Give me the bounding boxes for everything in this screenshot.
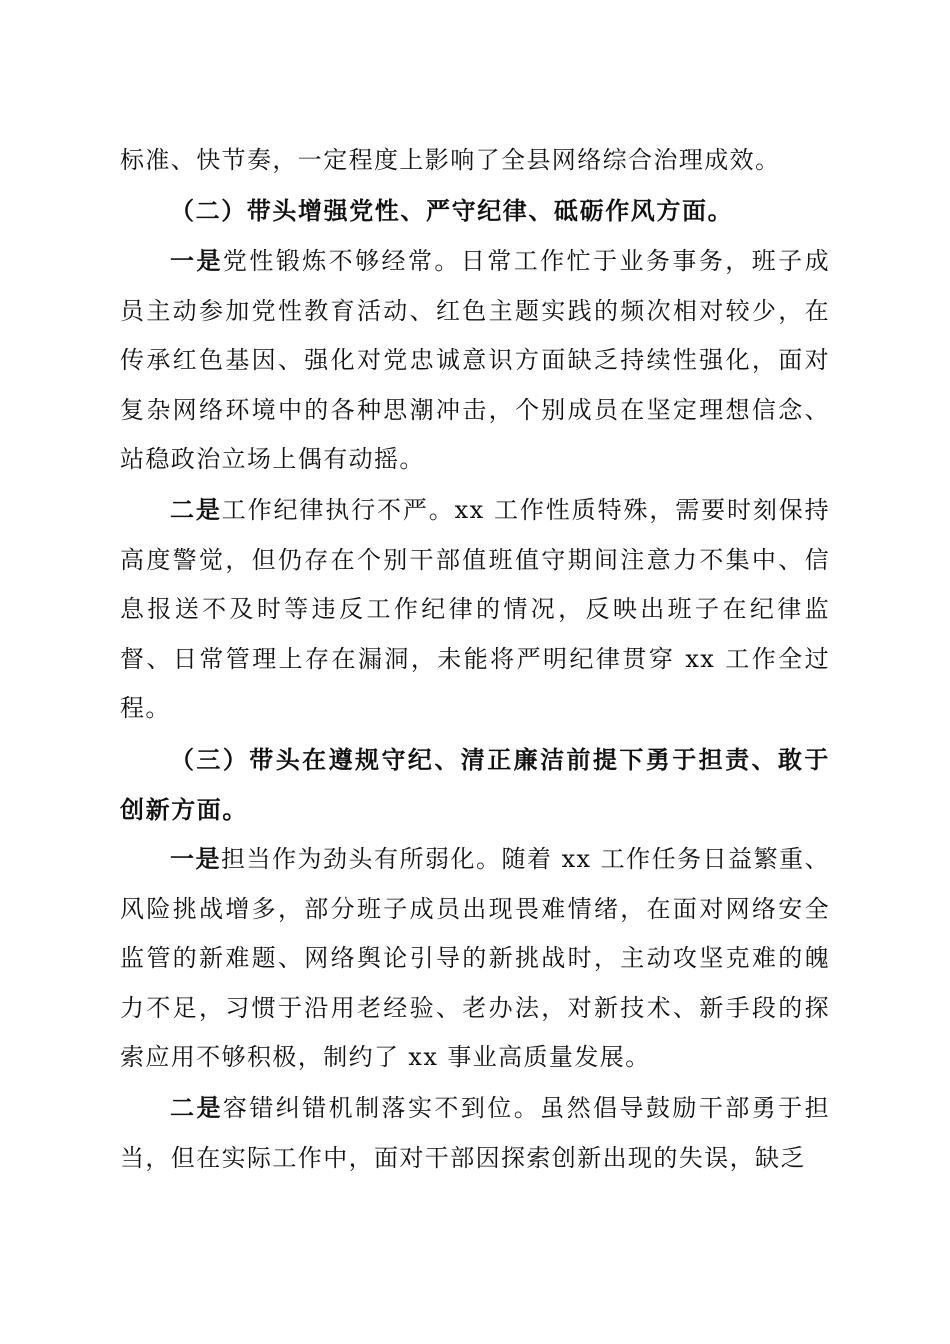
heading-text: （二）带头增强党性、严守纪律、砥砺作风方面。 xyxy=(170,197,734,225)
paragraph-lead: 一是 xyxy=(170,845,221,873)
paragraph-continuation xyxy=(120,136,830,186)
section-heading-3 xyxy=(120,736,830,835)
section-heading-2 xyxy=(120,187,830,237)
paragraph-text: 党性锻炼不够经常。日常工作忙于业务事务，班子成员主动参加党性教育活动、红色主题实践的频次相对较少，在传承红色基因、强化对党忠诚意识方面缺乏持续性强化，面对复杂网络环境中的各种思潮冲击，个别成员在坚定理想信念、站稳政治立场上偶有动摇。 xyxy=(120,247,830,473)
paragraph-text: 标准、快节奏，一定程度上影响了全县网络综合治理成效。 xyxy=(120,146,781,174)
paragraph-lead: 一是 xyxy=(170,247,223,275)
paragraph-responsibility xyxy=(120,835,830,1083)
heading-text: （三）带头在遵规守纪、清正廉洁前提下勇于担责、敢于创新方面。 xyxy=(120,746,830,824)
paragraph-lead: 二是 xyxy=(170,496,222,524)
paragraph-lead: 二是 xyxy=(170,1094,223,1122)
paragraph-text: 容错纠错机制落实不到位。虽然倡导鼓励干部勇于担当，但在实际工作中，面对干部因探索创新出现的失误，缺乏 xyxy=(120,1094,830,1172)
paragraph-text: 担当作为劲头有所弱化。随着 xx 工作任务日益繁重、风险挑战增多，部分班子成员出现畏难情绪，在面对网络安全监管的新难题、网络舆论引导的新挑战时，主动攻坚克难的魄力不足，习惯于沿用老经验、老办法，对新技术、新手段的探索应用不够积极，制约了 xx 事业高质量发展。 xyxy=(120,845,830,1071)
paragraph-work-discipline xyxy=(120,486,830,734)
paragraph-error-tolerance xyxy=(120,1084,830,1183)
paragraph-party-spirit xyxy=(120,237,830,485)
paragraph-text: 工作纪律执行不严。xx 工作性质特殊，需要时刻保持高度警觉，但仍存在个别干部值班值守期间注意力不集中、信息报送不及时等违反工作纪律的情况，反映出班子在纪律监督、日常管理上存在漏洞，未能将严明纪律贯穿 xx 工作全过程。 xyxy=(120,496,830,722)
